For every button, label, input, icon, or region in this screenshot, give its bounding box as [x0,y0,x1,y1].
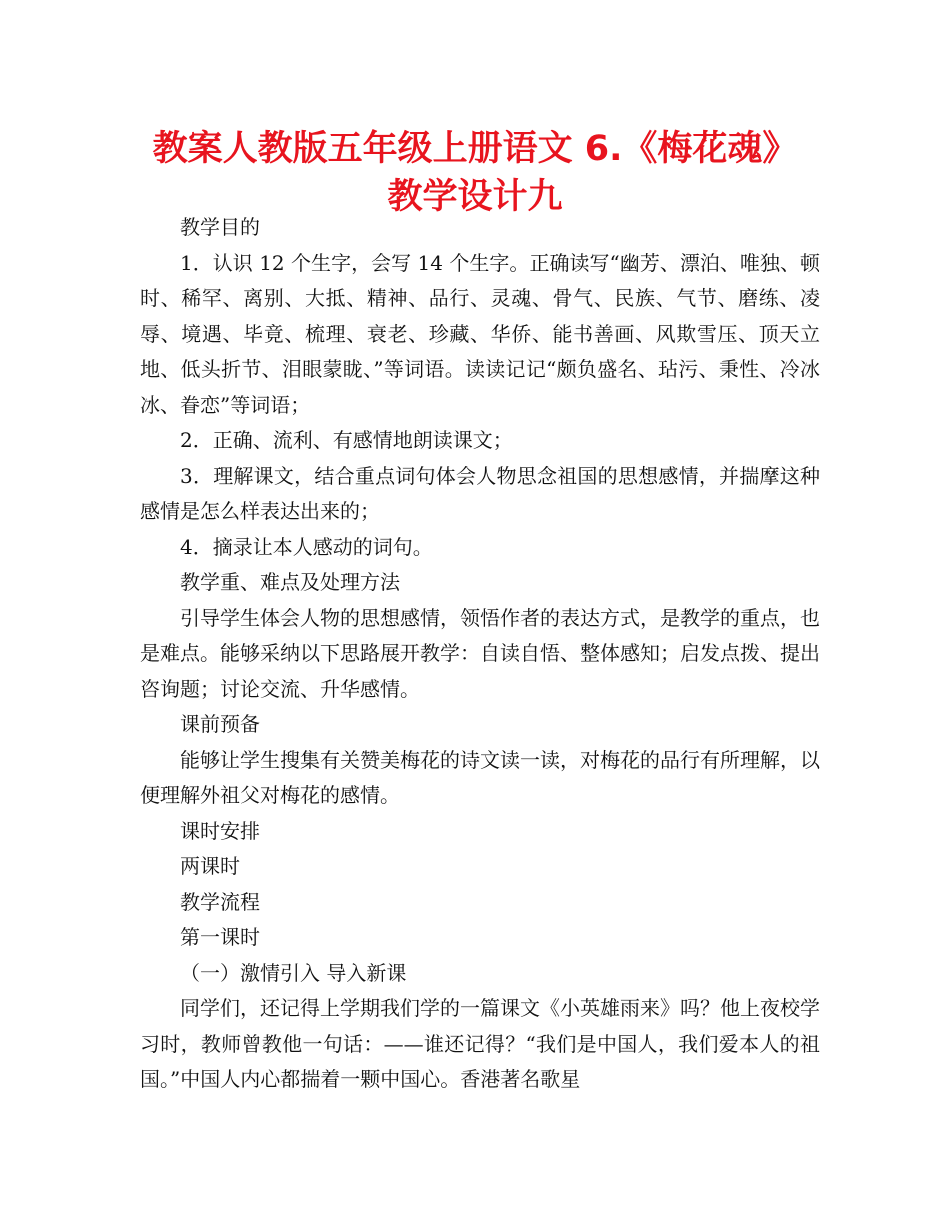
objective-item-4: 4．摘录让本人感动的词句。 [180,534,433,559]
section-heading-preparation: 课前预备 [180,712,260,736]
objective-item-1: 1．认识 12 个生字，会写 14 个生字。正确读写“幽芳、漂泊、唯独、顿时、稀罕、离别、大抵、精神、品行、灵魂、骨气、民族、气节、磨练、凌辱、境遇、毕竟、梳理、衰老、珍藏、华侨、能书善画、风欺雪压、顶天立地、低头折节、泪眼蒙眬、”等词语。读读记记“颇负盛名、玷污、秉性、冷冰冰、眷恋”等词语； [140,250,820,417]
section-heading-schedule: 课时安排 [180,818,260,843]
lesson-one-heading: 第一课时 [180,925,260,949]
document-body [140,210,820,1098]
document-title-line-2: 教学设计九 [387,177,563,217]
schedule-value: 两课时 [180,854,240,878]
section-heading-objectives: 教学目的 [180,215,260,239]
objective-item-3: 3．理解课文，结合重点词句体会人物思念祖国的思想感情，并揣摩这种感情是怎么样表达出来的； [140,463,820,523]
preparation-paragraph: 能够让学生搜集有关赞美梅花的诗文读一读，对梅花的品行有所理解，以便理解外祖父对梅花的感情。 [140,747,820,807]
key-points-paragraph: 引导学生体会人物的思想感情，领悟作者的表达方式，是教学的重点，也是难点。能够采纳以下思路展开教学：自读自悟、整体感知；启发点拨、提出咨询题；讨论交流、升华感情。 [140,605,820,701]
step-one-paragraph: 同学们，还记得上学期我们学的一篇课文《小英雄雨来》吗？他上夜校学习时，教师曾教他一句话：——谁还记得？“我们是中国人，我们爱本人的祖国。”中国人内心都揣着一颗中国心。香港著名歌星 [140,996,820,1091]
objective-item-2: 2．正确、流利、有感情地朗读课文； [180,428,513,452]
step-one-heading: （一）激情引入 导入新课 [180,960,407,985]
section-heading-process: 教学流程 [180,889,260,914]
section-heading-key-points: 教学重、难点及处理方法 [180,570,400,594]
document-title-line-1: 教案人教版五年级上册语文 6.《梅花魂》 [152,129,798,169]
